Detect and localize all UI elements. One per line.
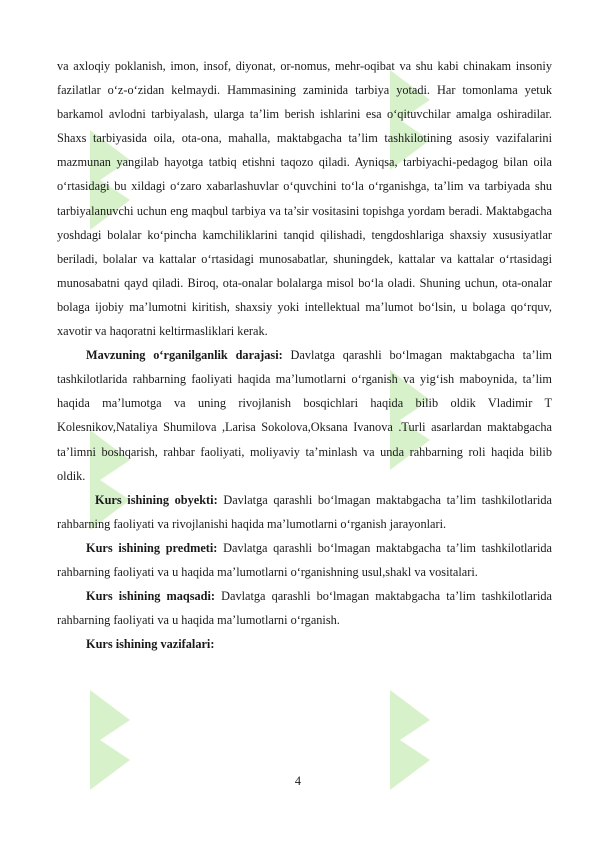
section-label: Mavzuning o‘rganilganlik darajasi: xyxy=(86,348,283,363)
paragraph-goal xyxy=(57,584,552,632)
section-text: Davlatga qarashli bo‘lmagan maktabgacha ta’lim tashkilotlarida rahbarning faoliyati va u haqida ma’lumotlarni o‘rganishning usul,shakl va vositalari. xyxy=(57,540,552,579)
paragraph-object xyxy=(57,488,552,536)
paragraph-study-level xyxy=(57,343,552,488)
page-number: 4 xyxy=(294,774,302,788)
paragraph-intro: va axloqiy poklanish, imon, insof, diyonat, or-nomus, mehr-oqibat va shu kabi chinakam insoniy fazilatlar o‘z-o‘zidan kelmaydi. Hammasining zaminida tarbiya yotadi. Har tomonlama yetuk barkamol avlodni tarbiyalash, ularga ta’lim berish ishlarini esa o‘qituvchilar amalga oshiradilar. Shaxs tarbiyasida oila, ota-ona, mahalla, maktabgacha ta’lim tashkilotining asosiy vazifalarini mazmunan yangilab hayotga tatbiq etishni taqozo qiladi. Ayniqsa, tarbiyachi-pedagog bilan oila o‘rtasidagi bu xildagi o‘zaro xabarlashuvlar o‘quvchini to‘la o‘rganishga, ta’lim va tarbiyada shu tarbiyalanuvchi uchun eng maqbul tarbiya va ta’sir vositasini topishga yordam beradi. Maktabgacha yoshdagi bolalar ko‘pincha kamchiliklarini tanqid qilishadi, tengdoshlariga shaxsiy xususiyatlar beriladi, bolalar va kattalar o‘rtasidagi munosabatlar, shuningdek, kattalar va kattalar o‘rtasidagi munosabatni qayd qiladi. Biroq, ota-onalar bolalarga misol bo‘la oladi. Shuning uchun, ota-onalar bolaga ijobiy ma’lumotni kiritish, shaxsiy yoki intellektual ma’lumot bo‘lsin, u bolaga qo‘rquv, xavotir va haqoratni keltirmasliklari kerak. xyxy=(57,59,552,339)
section-label: Kurs ishining maqsadi: xyxy=(86,589,216,604)
section-text: Davlatga qarashli bo‘lmagan maktabgacha ta’lim tashkilotlarida rahbarning faoliyati haqida ma’lumotlarni o‘rganish va yig‘ish maboynida, ta’lim haqida ma’lumotga va uning rivojlanish bosqichlari haqida bilib oldik Vladimir T Kolesnikov,Nataliya Shumilova ,Larisa Sokolova,Oksana Ivanova .Turli asarlardan maktabgacha ta’limni boshqarish, rahbar faoliyati, moliyaviy ta’minlash va unda rahbarning roli haqida bilib oldik. xyxy=(57,348,552,483)
section-label: Kurs ishining vazifalari: xyxy=(86,637,215,652)
paragraph-tasks xyxy=(57,632,552,656)
body-text xyxy=(57,54,552,656)
section-text: Davlatga qarashli bo‘lmagan maktabgacha ta’lim tashkilotlarida rahbarning faoliyati va rivojlanishi haqida ma’lumotlarni o‘rganish jarayonlari. xyxy=(57,492,552,531)
section-text: Davlatga qarashli bo‘lmagan maktabgacha ta’lim tashkilotlarida rahbarning faoliyati va u haqida ma’lumotlarni o‘rganish. xyxy=(57,589,552,628)
paragraph-subject xyxy=(57,536,552,584)
section-label: Kurs ishining predmeti: xyxy=(86,540,218,555)
section-label: Kurs ishining obyekti: xyxy=(95,492,218,507)
